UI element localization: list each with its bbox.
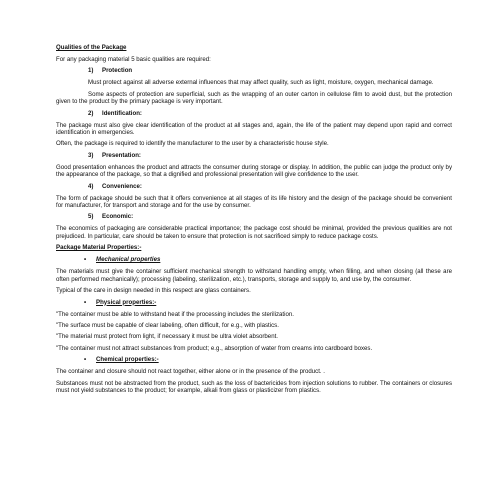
quality-3-para-1: Good presentation enhances the product and attracts the consumer during storage or display. In addition, the public can judge the product only by the appearance of the package, so that a dignified and professional presentation will give confidence to the user. bbox=[56, 163, 452, 179]
chemical-heading bbox=[56, 356, 452, 363]
physical-title: Physical properties:- bbox=[96, 298, 157, 306]
physical-line-4: "The container must not attract substances from product; e.g., absorption of water from creams into cardboard boxes. bbox=[56, 344, 373, 352]
physical-heading bbox=[56, 299, 452, 306]
quality-5-heading bbox=[56, 213, 452, 220]
physical-line-2: "The surface must be capable of clear labeling, often difficult, for e.g., with plastics. bbox=[56, 321, 279, 329]
quality-4-number: 4) bbox=[88, 182, 94, 190]
quality-3-number: 3) bbox=[88, 151, 94, 159]
quality-5-para-1: The economics of packaging are considerable practical importance; the package cost should be minimal, provided the previous qualities are not prejudiced. In particular, care should be taken to ensure that protection is not sacrificed simply to reduce package costs. bbox=[56, 225, 452, 240]
quality-1-para-1: Must protect against all adverse external influences that may affect quality, such as light, moisture, oxygen, mechanical damage. bbox=[88, 79, 434, 87]
quality-3-heading bbox=[56, 152, 452, 159]
quality-2-para-1: The package must also give clear identification of the product at all stages and, again, the life of the patient may depend upon rapid and correct identification in emergencies. bbox=[56, 121, 452, 137]
mechanical-heading bbox=[56, 256, 452, 263]
mechanical-para-2: Typical of the care in design needed in this respect are glass containers. bbox=[56, 287, 251, 295]
quality-2-number: 2) bbox=[88, 109, 94, 117]
mechanical-title: Mechanical properties bbox=[96, 256, 161, 264]
quality-1-para-2: Some aspects of protection are superficial, such as the wrapping of an outer carton in cellulose film to avoid dust, but the protection given to the product by the primary package is very important. bbox=[56, 90, 452, 106]
bullet-icon: • bbox=[84, 356, 87, 364]
bullet-icon: • bbox=[84, 256, 87, 264]
heading-qualities: Qualities of the Package bbox=[56, 44, 127, 51]
chemical-para-1: The container and closure should not react together, either alone or in the presence of the product. . bbox=[56, 368, 325, 376]
intro-text: For any packaging material 5 basic qualities are required: bbox=[56, 56, 211, 63]
quality-4-para-1: The form of package should be such that it offers convenience at all stages of its life history and the design of the package should be convenient for manufacturer, for transport and storage and for the use by consumer. bbox=[56, 194, 452, 210]
quality-1-title: Protection bbox=[102, 67, 133, 75]
quality-5-number: 5) bbox=[88, 213, 94, 221]
chemical-title: Chemical properties:- bbox=[96, 356, 159, 364]
quality-2-heading bbox=[56, 110, 452, 117]
heading-material-properties: Package Material Properties:- bbox=[56, 244, 142, 252]
quality-4-title: Convenience: bbox=[102, 182, 142, 190]
physical-line-1: "The container must be able to withstand heat if the processing includes the sterilization. bbox=[56, 310, 294, 318]
quality-4-heading bbox=[56, 183, 452, 190]
quality-3-title: Presentation: bbox=[102, 151, 141, 159]
quality-2-title: Identification: bbox=[102, 109, 142, 117]
chemical-para-2: Substances must not be abstracted from the product, such as the loss of bactericides from injection solutions to rubber. The containers or closures must not yield substances to the product; for example, alkali from glass or plasticizer from plastics. bbox=[56, 379, 452, 394]
bullet-icon: • bbox=[84, 298, 87, 306]
physical-line-3: "The material must protect from light, if necessary it must be ultra violet absorbent. bbox=[56, 333, 278, 341]
mechanical-para-1: The materials must give the container sufficient mechanical strength to withstand handling empty, when filling, and when closing (all these are often performed mechanically); processing (labeling, sterilization, etc.), transports, storage and supply to, and use by, the consumer. bbox=[56, 268, 452, 283]
quality-5-title: Economic: bbox=[102, 213, 134, 221]
document-page bbox=[56, 44, 452, 398]
quality-2-para-2: Often, the package is required to identify the manufacturer to the user by a characteristic house style. bbox=[56, 140, 329, 148]
quality-1-number: 1) bbox=[88, 67, 94, 75]
quality-1-heading bbox=[56, 67, 452, 74]
